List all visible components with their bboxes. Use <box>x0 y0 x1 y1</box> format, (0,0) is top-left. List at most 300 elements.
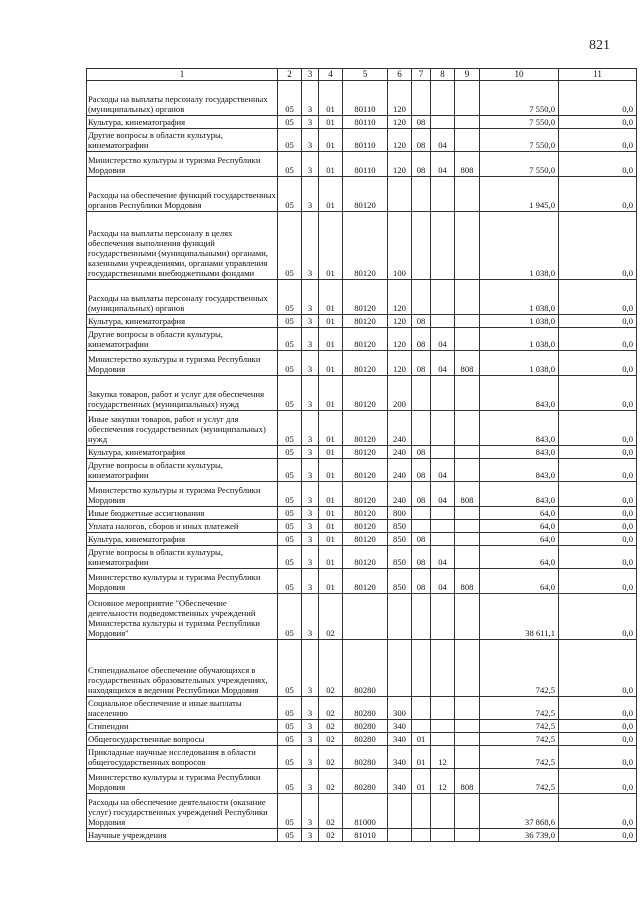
row-name: Министерство культуры и туризма Республики Мордовия <box>87 769 278 794</box>
code-direction: 80120 <box>343 507 388 520</box>
code-subdivision <box>431 280 455 315</box>
code-subprogram: 01 <box>319 520 343 533</box>
table-row <box>87 533 637 546</box>
code-ministry <box>455 376 480 411</box>
code-section: 05 <box>278 446 302 459</box>
code-ministry <box>455 411 480 446</box>
code-direction <box>343 594 388 640</box>
amount-plan: 37 868,6 <box>480 794 559 829</box>
code-subprogram: 01 <box>319 152 343 177</box>
code-division: 08 <box>412 328 431 351</box>
amount-plan: 64,0 <box>480 507 559 520</box>
code-subdivision <box>431 533 455 546</box>
code-subdivision: 04 <box>431 129 455 152</box>
code-program: 3 <box>302 446 319 459</box>
amount-plan: 64,0 <box>480 533 559 546</box>
code-direction: 80120 <box>343 411 388 446</box>
code-direction: 80120 <box>343 459 388 482</box>
code-division <box>412 794 431 829</box>
code-division: 08 <box>412 152 431 177</box>
code-division: 08 <box>412 351 431 376</box>
code-program: 3 <box>302 733 319 746</box>
code-program: 3 <box>302 546 319 569</box>
code-section: 05 <box>278 129 302 152</box>
amount-change: 0,0 <box>559 507 637 520</box>
code-ministry: 808 <box>455 351 480 376</box>
code-subdivision: 04 <box>431 569 455 594</box>
amount-change: 0,0 <box>559 446 637 459</box>
code-division <box>412 507 431 520</box>
header-cell: 3 <box>302 69 319 81</box>
code-subdivision: 04 <box>431 152 455 177</box>
code-division <box>412 411 431 446</box>
code-subdivision <box>431 212 455 280</box>
budget-table <box>86 68 637 842</box>
code-ministry <box>455 328 480 351</box>
table-row <box>87 129 637 152</box>
code-subdivision: 12 <box>431 746 455 769</box>
header-cell: 9 <box>455 69 480 81</box>
code-ministry <box>455 81 480 116</box>
code-section: 05 <box>278 315 302 328</box>
code-section: 05 <box>278 720 302 733</box>
code-program: 3 <box>302 152 319 177</box>
amount-change: 0,0 <box>559 280 637 315</box>
amount-change: 0,0 <box>559 482 637 507</box>
code-program: 3 <box>302 212 319 280</box>
table-row <box>87 507 637 520</box>
amount-plan: 1 038,0 <box>480 328 559 351</box>
code-division <box>412 697 431 720</box>
code-ministry <box>455 829 480 842</box>
amount-plan: 7 550,0 <box>480 152 559 177</box>
code-subprogram: 01 <box>319 81 343 116</box>
code-subdivision: 12 <box>431 769 455 794</box>
code-subdivision <box>431 507 455 520</box>
code-ministry <box>455 746 480 769</box>
code-ministry <box>455 697 480 720</box>
code-direction: 80120 <box>343 328 388 351</box>
code-subdivision <box>431 794 455 829</box>
code-subdivision <box>431 411 455 446</box>
amount-plan: 1 038,0 <box>480 280 559 315</box>
table-body <box>87 81 637 842</box>
header-cell: 7 <box>412 69 431 81</box>
code-section: 05 <box>278 746 302 769</box>
row-name: Стипендиальное обеспечение обучающихся в государственных образовательных учреждениях, находящихся в ведении Республики Мордовия <box>87 640 278 697</box>
table-row <box>87 746 637 769</box>
code-section: 05 <box>278 280 302 315</box>
code-expense-type: 340 <box>388 769 412 794</box>
code-program: 3 <box>302 533 319 546</box>
code-division: 08 <box>412 129 431 152</box>
code-program: 3 <box>302 697 319 720</box>
code-expense-type: 120 <box>388 351 412 376</box>
code-expense-type: 850 <box>388 546 412 569</box>
code-ministry <box>455 520 480 533</box>
code-subprogram: 01 <box>319 129 343 152</box>
code-direction: 80120 <box>343 351 388 376</box>
code-section: 05 <box>278 794 302 829</box>
code-subdivision: 04 <box>431 546 455 569</box>
code-direction: 80120 <box>343 376 388 411</box>
row-name: Другие вопросы в области культуры, кинематографии <box>87 459 278 482</box>
code-ministry <box>455 177 480 212</box>
code-ministry <box>455 640 480 697</box>
row-name: Иные бюджетные ассигнования <box>87 507 278 520</box>
header-cell: 4 <box>319 69 343 81</box>
code-division: 08 <box>412 116 431 129</box>
code-subprogram: 01 <box>319 482 343 507</box>
code-expense-type <box>388 177 412 212</box>
code-expense-type <box>388 640 412 697</box>
header-cell: 8 <box>431 69 455 81</box>
code-program: 3 <box>302 459 319 482</box>
amount-change: 0,0 <box>559 328 637 351</box>
row-name: Основное мероприятие "Обеспечение деятельности подведомственных учреждений Министерства культуры и туризма Республики Мордовия" <box>87 594 278 640</box>
code-subprogram: 01 <box>319 328 343 351</box>
code-section: 05 <box>278 733 302 746</box>
row-name: Культура, кинематография <box>87 533 278 546</box>
code-subdivision: 04 <box>431 351 455 376</box>
table-row <box>87 769 637 794</box>
code-ministry <box>455 594 480 640</box>
code-division <box>412 81 431 116</box>
amount-plan: 843,0 <box>480 411 559 446</box>
code-direction: 80110 <box>343 129 388 152</box>
table-row <box>87 328 637 351</box>
code-division: 01 <box>412 746 431 769</box>
code-direction: 80110 <box>343 81 388 116</box>
code-subprogram: 02 <box>319 733 343 746</box>
table-row <box>87 351 637 376</box>
code-direction: 80280 <box>343 720 388 733</box>
code-direction: 80120 <box>343 482 388 507</box>
code-subdivision <box>431 81 455 116</box>
code-division <box>412 640 431 697</box>
code-direction: 80120 <box>343 446 388 459</box>
code-program: 3 <box>302 280 319 315</box>
row-name: Иные закупки товаров, работ и услуг для обеспечения государственных (муниципальных) нужд <box>87 411 278 446</box>
code-ministry <box>455 446 480 459</box>
code-subdivision <box>431 315 455 328</box>
code-section: 05 <box>278 769 302 794</box>
code-division: 08 <box>412 569 431 594</box>
code-division <box>412 720 431 733</box>
row-name: Социальное обеспечение и иные выплаты населению <box>87 697 278 720</box>
table-row <box>87 152 637 177</box>
code-expense-type: 800 <box>388 507 412 520</box>
code-expense-type: 300 <box>388 697 412 720</box>
amount-change: 0,0 <box>559 315 637 328</box>
code-subprogram: 01 <box>319 411 343 446</box>
code-program: 3 <box>302 129 319 152</box>
amount-change: 0,0 <box>559 697 637 720</box>
code-division <box>412 376 431 411</box>
amount-change: 0,0 <box>559 351 637 376</box>
code-expense-type: 340 <box>388 746 412 769</box>
row-name: Расходы на выплаты персоналу в целях обеспечения выполнения функций государственными (муниципальными) органами, казенными учреждениями, органами управления государственными внебюджетными фондами <box>87 212 278 280</box>
code-expense-type: 120 <box>388 116 412 129</box>
code-subprogram: 01 <box>319 533 343 546</box>
code-section: 05 <box>278 351 302 376</box>
code-expense-type: 120 <box>388 280 412 315</box>
code-program: 3 <box>302 569 319 594</box>
code-direction: 80120 <box>343 520 388 533</box>
code-direction: 80280 <box>343 746 388 769</box>
amount-change: 0,0 <box>559 769 637 794</box>
code-program: 3 <box>302 520 319 533</box>
code-subdivision <box>431 697 455 720</box>
code-subdivision <box>431 177 455 212</box>
code-subdivision <box>431 520 455 533</box>
amount-plan: 1 038,0 <box>480 315 559 328</box>
amount-change: 0,0 <box>559 829 637 842</box>
amount-plan: 843,0 <box>480 482 559 507</box>
amount-plan: 7 550,0 <box>480 116 559 129</box>
code-subprogram: 01 <box>319 116 343 129</box>
code-division <box>412 280 431 315</box>
code-subdivision: 04 <box>431 482 455 507</box>
amount-plan: 843,0 <box>480 459 559 482</box>
code-program: 3 <box>302 81 319 116</box>
code-expense-type: 120 <box>388 328 412 351</box>
amount-plan: 742,5 <box>480 640 559 697</box>
code-division: 08 <box>412 546 431 569</box>
code-subprogram: 01 <box>319 212 343 280</box>
amount-plan: 742,5 <box>480 697 559 720</box>
header-cell: 2 <box>278 69 302 81</box>
code-ministry <box>455 116 480 129</box>
code-ministry: 808 <box>455 482 480 507</box>
row-name: Расходы на обеспечение деятельности (оказание услуг) государственных учреждений Республики Мордовия <box>87 794 278 829</box>
code-section: 05 <box>278 697 302 720</box>
code-program: 3 <box>302 482 319 507</box>
row-name: Министерство культуры и туризма Республики Мордовия <box>87 482 278 507</box>
code-expense-type <box>388 794 412 829</box>
code-section: 05 <box>278 482 302 507</box>
row-name: Закупка товаров, работ и услуг для обеспечения государственных (муниципальных) нужд <box>87 376 278 411</box>
row-name: Расходы на выплаты персоналу государственных (муниципальных) органов <box>87 280 278 315</box>
code-expense-type: 340 <box>388 733 412 746</box>
amount-plan: 7 550,0 <box>480 129 559 152</box>
code-division: 01 <box>412 733 431 746</box>
code-subprogram: 01 <box>319 351 343 376</box>
table-row <box>87 177 637 212</box>
amount-change: 0,0 <box>559 212 637 280</box>
amount-change: 0,0 <box>559 733 637 746</box>
table-row <box>87 315 637 328</box>
code-expense-type: 120 <box>388 315 412 328</box>
amount-change: 0,0 <box>559 520 637 533</box>
table-row <box>87 212 637 280</box>
row-name: Министерство культуры и туризма Республики Мордовия <box>87 152 278 177</box>
code-direction: 80110 <box>343 152 388 177</box>
code-subprogram: 02 <box>319 769 343 794</box>
code-direction: 80280 <box>343 697 388 720</box>
table-row <box>87 733 637 746</box>
code-direction: 80120 <box>343 280 388 315</box>
amount-plan: 64,0 <box>480 546 559 569</box>
amount-change: 0,0 <box>559 640 637 697</box>
code-section: 05 <box>278 507 302 520</box>
amount-plan: 742,5 <box>480 733 559 746</box>
row-name: Министерство культуры и туризма Республики Мордовия <box>87 569 278 594</box>
amount-change: 0,0 <box>559 746 637 769</box>
table-row <box>87 594 637 640</box>
table-row <box>87 569 637 594</box>
amount-plan: 843,0 <box>480 376 559 411</box>
row-name: Научные учреждения <box>87 829 278 842</box>
code-ministry: 808 <box>455 769 480 794</box>
code-subprogram: 02 <box>319 829 343 842</box>
code-expense-type: 240 <box>388 446 412 459</box>
amount-plan: 7 550,0 <box>480 81 559 116</box>
code-program: 3 <box>302 177 319 212</box>
table-row <box>87 697 637 720</box>
code-direction: 80120 <box>343 315 388 328</box>
code-subdivision <box>431 376 455 411</box>
code-program: 3 <box>302 411 319 446</box>
code-subprogram: 01 <box>319 546 343 569</box>
row-name: Министерство культуры и туризма Республики Мордовия <box>87 351 278 376</box>
code-division: 08 <box>412 533 431 546</box>
row-name: Расходы на обеспечение функций государственных органов Республики Мордовия <box>87 177 278 212</box>
code-subprogram: 01 <box>319 459 343 482</box>
code-direction: 80280 <box>343 640 388 697</box>
code-division: 01 <box>412 769 431 794</box>
amount-plan: 1 945,0 <box>480 177 559 212</box>
table-row <box>87 376 637 411</box>
amount-plan: 742,5 <box>480 746 559 769</box>
code-division <box>412 829 431 842</box>
row-name: Другие вопросы в области культуры, кинематографии <box>87 129 278 152</box>
code-program: 3 <box>302 376 319 411</box>
code-section: 05 <box>278 640 302 697</box>
code-subprogram: 02 <box>319 594 343 640</box>
row-name: Другие вопросы в области культуры, кинематографии <box>87 546 278 569</box>
code-subdivision <box>431 829 455 842</box>
code-program: 3 <box>302 720 319 733</box>
table-row <box>87 446 637 459</box>
code-division <box>412 520 431 533</box>
table-row <box>87 720 637 733</box>
table-row <box>87 116 637 129</box>
header-cell: 1 <box>87 69 278 81</box>
amount-change: 0,0 <box>559 546 637 569</box>
code-ministry: 808 <box>455 569 480 594</box>
code-program: 3 <box>302 746 319 769</box>
code-section: 05 <box>278 546 302 569</box>
code-subprogram: 02 <box>319 720 343 733</box>
code-program: 3 <box>302 351 319 376</box>
code-division: 08 <box>412 446 431 459</box>
code-subdivision <box>431 640 455 697</box>
code-division <box>412 212 431 280</box>
code-subdivision <box>431 733 455 746</box>
code-direction: 80110 <box>343 116 388 129</box>
header-cell: 5 <box>343 69 388 81</box>
page-number: 821 <box>589 38 610 53</box>
code-subdivision <box>431 594 455 640</box>
code-expense-type: 850 <box>388 533 412 546</box>
code-ministry <box>455 733 480 746</box>
code-direction: 80120 <box>343 212 388 280</box>
code-ministry <box>455 546 480 569</box>
code-expense-type: 200 <box>388 376 412 411</box>
code-section: 05 <box>278 152 302 177</box>
table-row <box>87 411 637 446</box>
table-row <box>87 520 637 533</box>
amount-change: 0,0 <box>559 376 637 411</box>
code-section: 05 <box>278 569 302 594</box>
code-section: 05 <box>278 594 302 640</box>
amount-plan: 742,5 <box>480 720 559 733</box>
amount-plan: 38 611,1 <box>480 594 559 640</box>
amount-change: 0,0 <box>559 594 637 640</box>
amount-plan: 1 038,0 <box>480 351 559 376</box>
table-row <box>87 829 637 842</box>
amount-plan: 742,5 <box>480 769 559 794</box>
header-cell: 11 <box>559 69 637 81</box>
code-program: 3 <box>302 315 319 328</box>
code-ministry <box>455 794 480 829</box>
row-name: Общегосударственные вопросы <box>87 733 278 746</box>
code-division <box>412 594 431 640</box>
table-row <box>87 81 637 116</box>
code-expense-type: 850 <box>388 569 412 594</box>
row-name: Расходы на выплаты персоналу государственных (муниципальных) органов <box>87 81 278 116</box>
header-cell: 10 <box>480 69 559 81</box>
code-subprogram: 02 <box>319 794 343 829</box>
code-direction: 80120 <box>343 177 388 212</box>
code-section: 05 <box>278 116 302 129</box>
amount-change: 0,0 <box>559 720 637 733</box>
code-ministry <box>455 212 480 280</box>
amount-change: 0,0 <box>559 794 637 829</box>
code-ministry <box>455 280 480 315</box>
code-subprogram: 01 <box>319 376 343 411</box>
code-ministry <box>455 533 480 546</box>
table-row <box>87 280 637 315</box>
code-division: 08 <box>412 459 431 482</box>
code-subprogram: 01 <box>319 315 343 328</box>
amount-plan: 843,0 <box>480 446 559 459</box>
amount-change: 0,0 <box>559 177 637 212</box>
code-direction: 80120 <box>343 569 388 594</box>
code-subdivision <box>431 720 455 733</box>
code-division: 08 <box>412 315 431 328</box>
code-subdivision: 04 <box>431 328 455 351</box>
code-expense-type: 120 <box>388 152 412 177</box>
code-ministry <box>455 129 480 152</box>
code-expense-type <box>388 829 412 842</box>
code-subprogram: 02 <box>319 640 343 697</box>
code-program: 3 <box>302 507 319 520</box>
code-subprogram: 02 <box>319 697 343 720</box>
code-expense-type: 240 <box>388 459 412 482</box>
row-name: Уплата налогов, сборов и иных платежей <box>87 520 278 533</box>
amount-plan: 64,0 <box>480 520 559 533</box>
code-direction: 80120 <box>343 546 388 569</box>
code-direction: 80120 <box>343 533 388 546</box>
amount-change: 0,0 <box>559 116 637 129</box>
code-subprogram: 01 <box>319 507 343 520</box>
code-program: 3 <box>302 328 319 351</box>
amount-change: 0,0 <box>559 569 637 594</box>
table-row <box>87 482 637 507</box>
code-ministry <box>455 315 480 328</box>
